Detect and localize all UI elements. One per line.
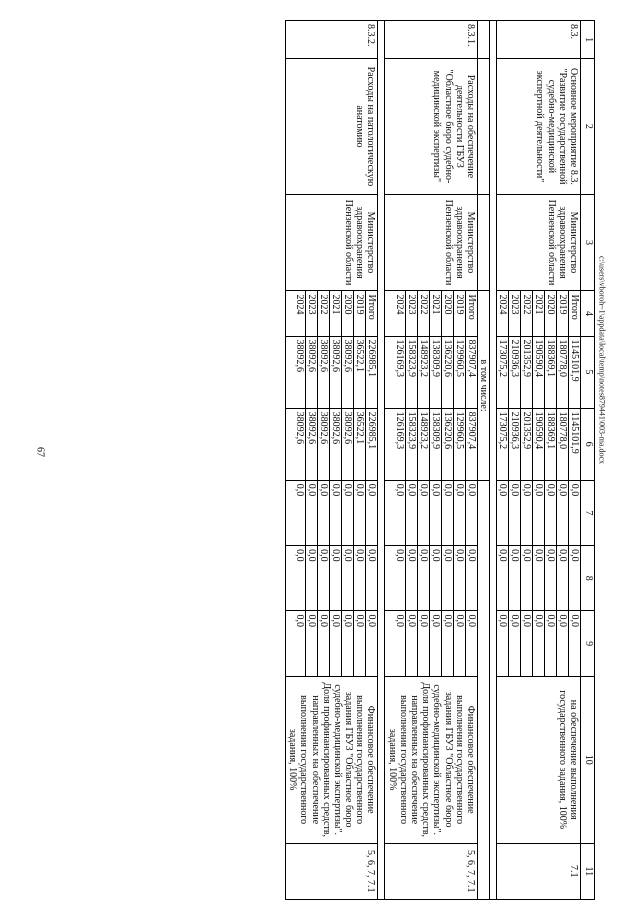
table-row [497, 21, 581, 900]
c6-value: 38092,6 [318, 409, 330, 480]
c5-value: 38092,6 [294, 339, 306, 372]
c6-column [286, 408, 379, 480]
years-value: 2024 [294, 294, 306, 315]
note-text: в том числе: [478, 291, 490, 480]
row-number: 8.3.1. [385, 21, 478, 59]
c7-value: 0,0 [430, 481, 442, 545]
c5-value: 36522,1 [354, 337, 366, 408]
c6-column [385, 408, 478, 480]
c7-column [286, 480, 379, 545]
c5-value: 129960,5 [454, 337, 466, 408]
c8-value: 0,0 [418, 546, 430, 610]
c8-value: 0,0 [394, 549, 405, 562]
c5-value: 148923,2 [418, 337, 430, 408]
c5-value: 1145101,9 [569, 337, 581, 408]
c6-value: 837907,4 [466, 409, 478, 480]
row-indicator: Финансовое обеспечение выполнения государственного задания ГБУЗ "Областное бюро судебно-медицинской экспертизы". Доля профинансированных средств, направленных на обеспечение выполнения государственного задания, 100% [286, 676, 379, 843]
c7-value: 0,0 [330, 481, 342, 545]
c6-column [497, 408, 581, 480]
c9-value: 0,0 [454, 611, 466, 675]
years-value: 2020 [545, 291, 557, 335]
c9-value: 0,0 [366, 611, 378, 675]
row-gap-cell [378, 21, 385, 900]
c6-value: 173075,2 [497, 411, 508, 450]
c9-value: 0,0 [569, 611, 581, 675]
c6-value: 201352,9 [521, 409, 533, 480]
years-value: 2022 [418, 291, 430, 335]
header-cell-5: 5 [581, 336, 595, 408]
years-value: 2024 [497, 294, 508, 315]
years-column [497, 291, 581, 336]
note-spacer [478, 480, 490, 899]
table-row [286, 21, 379, 900]
c9-value: 0,0 [318, 611, 330, 675]
c9-value: 0,0 [354, 611, 366, 675]
c7-value: 0,0 [294, 483, 306, 497]
c7-value: 0,0 [406, 481, 418, 545]
c7-value: 0,0 [466, 481, 478, 545]
c5-value: 837907,4 [466, 337, 478, 408]
c5-value: 38092,6 [306, 337, 318, 408]
c7-value: 0,0 [521, 481, 533, 545]
c5-value: 158323,9 [406, 337, 418, 408]
page-number: 67 [34, 447, 46, 457]
c5-value: 188369,1 [545, 337, 557, 408]
c6-value: 38092,6 [330, 409, 342, 480]
c8-value: 0,0 [342, 546, 354, 610]
row-indicator: Финансовое обеспечение выполнения государственного задания ГБУЗ "Областное бюро судебно-медицинской экспертизы". Доля профинансированных средств, направленных на обеспечение выполнения государственного задания, 100% [385, 676, 478, 843]
row-title: Расходы на патологическую анатомию [286, 59, 379, 194]
row-executor: Министерство здравоохранения Пензенской области [385, 194, 478, 291]
header-cell-9: 9 [581, 611, 595, 676]
years-value: 2022 [318, 291, 330, 335]
row-gap [378, 21, 385, 900]
file-path-footer: c:\users\vboroh~1\appdata\local\temp\notes879441\003-ma.docx [597, 255, 607, 465]
c9-column [286, 611, 379, 676]
c5-value: 173075,2 [497, 339, 508, 377]
row-target-ref: 5, 6, 7, 7.1 [385, 843, 478, 899]
c9-value: 0,0 [509, 611, 521, 675]
c8-value: 0,0 [497, 549, 508, 562]
c8-column [497, 546, 581, 611]
row-executor: Министерство здравоохранения Пензенской области [286, 194, 379, 291]
c9-value: 0,0 [294, 614, 306, 627]
header-cell-11: 11 [581, 843, 595, 899]
c7-value: 0,0 [318, 481, 330, 545]
c9-value: 0,0 [442, 611, 454, 675]
c8-column [286, 546, 379, 611]
header-cell-6: 6 [581, 408, 595, 480]
header-row [581, 21, 595, 900]
c5-column [286, 336, 379, 408]
c7-value: 0,0 [306, 481, 318, 545]
subtotal-note-row [478, 21, 490, 900]
c5-value: 226985,1 [366, 337, 378, 408]
c7-value: 0,0 [569, 481, 581, 545]
years-value: 2021 [533, 291, 545, 335]
years-value: Итого [366, 291, 378, 335]
c9-value: 0,0 [545, 611, 557, 675]
c8-value: 0,0 [306, 546, 318, 610]
years-column [286, 291, 379, 336]
table-row [385, 21, 478, 900]
c6-value: 136220,6 [442, 409, 454, 480]
c9-value: 0,0 [306, 611, 318, 675]
c5-value: 38092,6 [318, 337, 330, 408]
header-cell-2: 2 [581, 59, 595, 194]
header-cell-1: 1 [581, 21, 595, 59]
c6-value: 158323,9 [406, 409, 418, 480]
c9-value: 0,0 [557, 611, 569, 675]
c7-value: 0,0 [442, 481, 454, 545]
c9-value: 0,0 [406, 611, 418, 675]
years-value: 2023 [306, 291, 318, 335]
c5-value: 180778,0 [557, 337, 569, 408]
c5-value: 38092,6 [342, 337, 354, 408]
c6-value: 138309,9 [430, 409, 442, 480]
c7-value: 0,0 [366, 481, 378, 545]
c5-column [497, 336, 581, 408]
years-column [385, 291, 478, 336]
years-value: 2020 [342, 291, 354, 335]
c8-value: 0,0 [366, 546, 378, 610]
c7-value: 0,0 [342, 481, 354, 545]
note-spacer [478, 194, 490, 291]
c6-value: 148923,2 [418, 409, 430, 480]
c8-value: 0,0 [442, 546, 454, 610]
c9-value: 0,0 [394, 614, 405, 627]
c9-value: 0,0 [330, 611, 342, 675]
c6-value: 190590,4 [533, 409, 545, 480]
years-value: Итого [466, 291, 478, 335]
header-cell-4: 4 [581, 291, 595, 336]
c7-column [385, 480, 478, 545]
row-title: Расходы на обеспечение деятельности ГБУЗ "Областное бюро судебно-медицинской экспертизы" [385, 59, 478, 194]
c7-value: 0,0 [545, 481, 557, 545]
c8-value: 0,0 [294, 549, 306, 562]
c7-value: 0,0 [418, 481, 430, 545]
years-value: 2024 [394, 294, 405, 315]
c8-value: 0,0 [533, 546, 545, 610]
c6-value: 1145101,9 [569, 409, 581, 480]
c6-value: 210936,3 [509, 409, 521, 480]
c5-value: 38092,6 [330, 337, 342, 408]
row-gap [490, 21, 497, 900]
c5-value: 201352,9 [521, 337, 533, 408]
header-cell-8: 8 [581, 546, 595, 611]
c8-value: 0,0 [509, 546, 521, 610]
c9-value: 0,0 [497, 614, 508, 627]
c9-value: 0,0 [418, 611, 430, 675]
c6-value: 38092,6 [342, 409, 354, 480]
c8-value: 0,0 [521, 546, 533, 610]
c5-value: 190590,4 [533, 337, 545, 408]
c8-value: 0,0 [354, 546, 366, 610]
c8-value: 0,0 [545, 546, 557, 610]
c9-column [385, 611, 478, 676]
c7-value: 0,0 [394, 483, 405, 497]
c7-value: 0,0 [497, 483, 508, 497]
years-value: Итого [569, 291, 581, 335]
years-value: 2021 [330, 291, 342, 335]
years-value: 2019 [354, 291, 366, 335]
c6-value: 38092,6 [306, 409, 318, 480]
c7-value: 0,0 [354, 481, 366, 545]
c9-value: 0,0 [466, 611, 478, 675]
c5-column [385, 336, 478, 408]
c7-value: 0,0 [509, 481, 521, 545]
c8-value: 0,0 [406, 546, 418, 610]
program-table [285, 20, 595, 900]
years-value: 2023 [406, 291, 418, 335]
c8-value: 0,0 [454, 546, 466, 610]
years-value: 2019 [557, 291, 569, 335]
note-spacer [478, 59, 490, 194]
c5-value: 210936,3 [509, 337, 521, 408]
c8-value: 0,0 [569, 546, 581, 610]
c7-value: 0,0 [454, 481, 466, 545]
c6-value: 129960,5 [454, 409, 466, 480]
row-indicator: на обеспечение выполнения государственного задания, 100% [497, 676, 581, 843]
row-title: Основное мероприятие 8.3. "Развитие государственной судебно-медицинской экспертной деятельности" [497, 59, 581, 194]
c9-column [497, 611, 581, 676]
years-value: 2020 [442, 291, 454, 335]
c7-value: 0,0 [533, 481, 545, 545]
header-cell-3: 3 [581, 194, 595, 291]
years-value: 2023 [509, 291, 521, 335]
row-target-ref: 5, 6, 7, 7.1 [286, 843, 379, 899]
c6-value: 188369,1 [545, 409, 557, 480]
note-spacer [478, 21, 490, 59]
c6-value: 38092,6 [294, 411, 306, 445]
c6-value: 180778,0 [557, 409, 569, 480]
c8-value: 0,0 [466, 546, 478, 610]
header-cell-7: 7 [581, 480, 595, 545]
c9-value: 0,0 [533, 611, 545, 675]
row-executor: Министерство здравоохранения Пензенской области [497, 194, 581, 291]
row-target-ref: 7.1 [497, 843, 581, 899]
rotated-table-sheet [85, 20, 595, 900]
c6-value: 126169,3 [394, 411, 405, 450]
c9-value: 0,0 [342, 611, 354, 675]
c7-column [497, 480, 581, 545]
c8-value: 0,0 [557, 546, 569, 610]
c6-value: 226985,1 [366, 409, 378, 480]
c9-value: 0,0 [430, 611, 442, 675]
c5-value: 126169,3 [394, 339, 405, 377]
c8-column [385, 546, 478, 611]
c5-value: 138309,9 [430, 337, 442, 408]
years-value: 2019 [454, 291, 466, 335]
c9-value: 0,0 [521, 611, 533, 675]
header-cell-10: 10 [581, 676, 595, 843]
c8-value: 0,0 [430, 546, 442, 610]
c7-value: 0,0 [557, 481, 569, 545]
row-number: 8.3. [497, 21, 581, 59]
years-value: 2021 [430, 291, 442, 335]
c6-value: 36522,1 [354, 409, 366, 480]
row-gap-cell [490, 21, 497, 900]
c5-value: 136220,6 [442, 337, 454, 408]
c8-value: 0,0 [318, 546, 330, 610]
years-value: 2022 [521, 291, 533, 335]
c8-value: 0,0 [330, 546, 342, 610]
row-number: 8.3.2. [286, 21, 379, 59]
